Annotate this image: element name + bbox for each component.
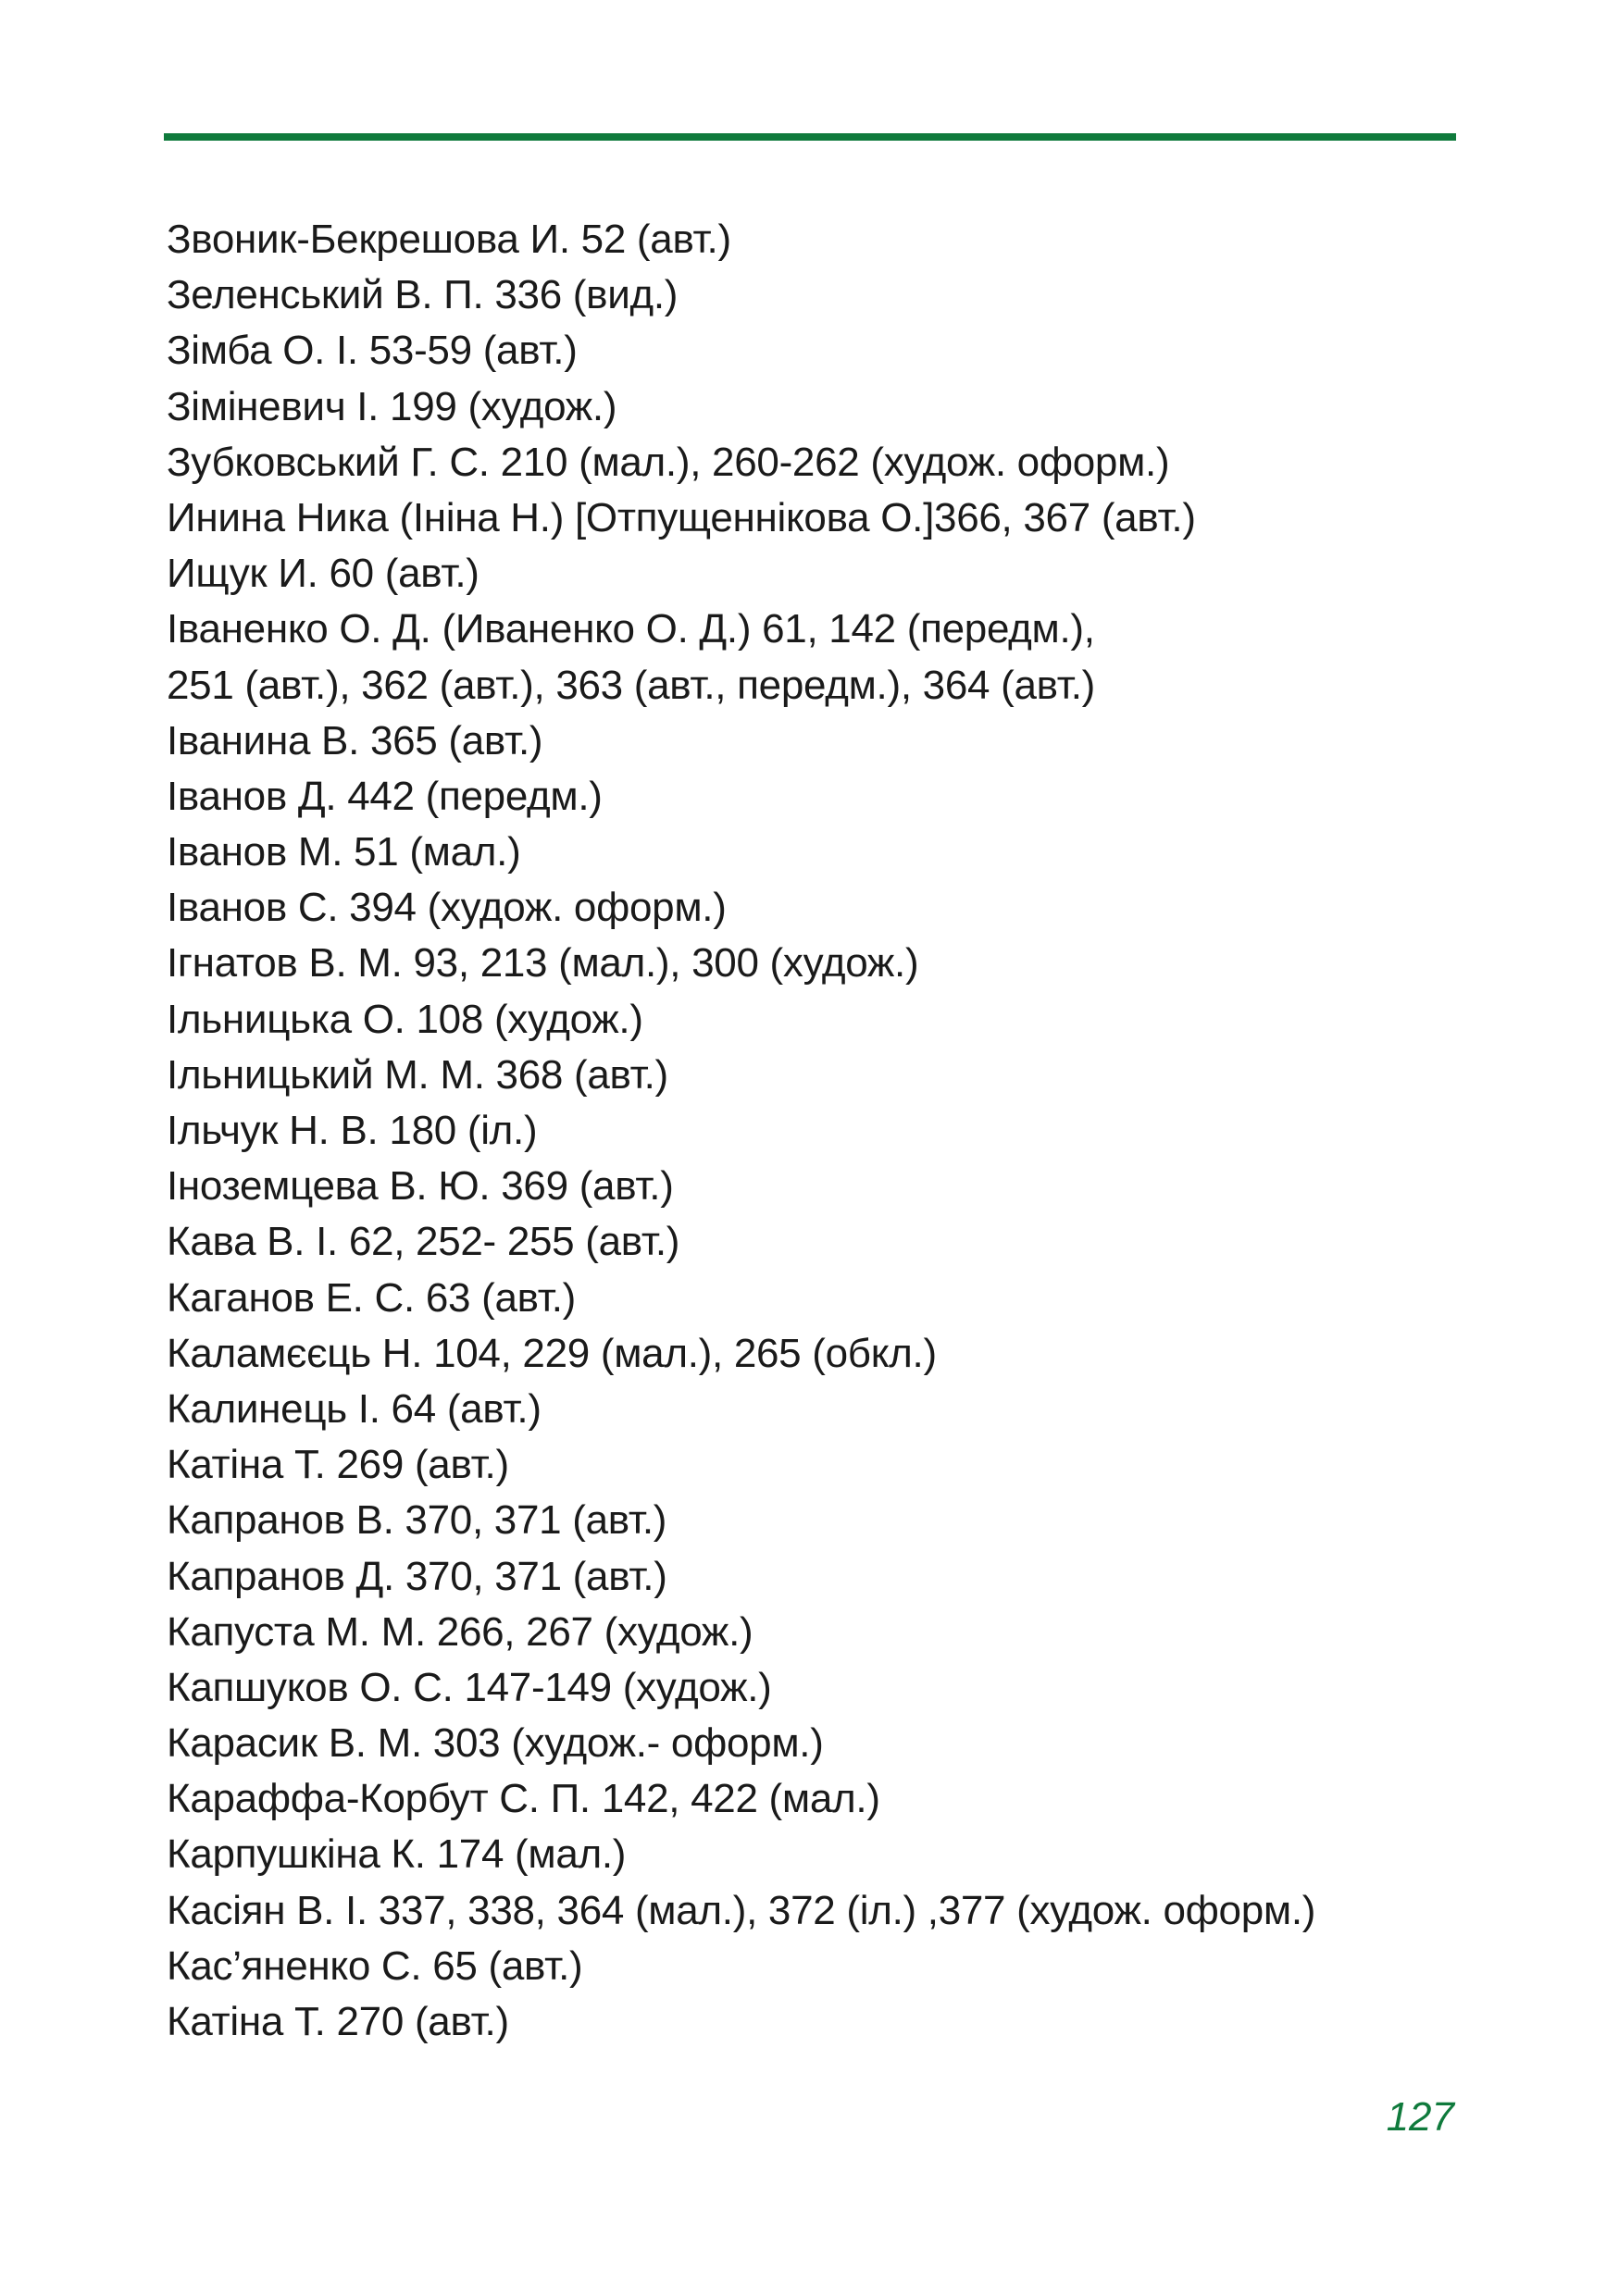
index-entry: Карпушкіна К. 174 (мал.) xyxy=(167,1831,627,1878)
index-entry: Ільчук Н. В. 180 (іл.) xyxy=(167,1108,538,1153)
index-entry: Караффа-Корбут С. П. 142, 422 (мал.) xyxy=(167,1776,880,1822)
index-entry: Ищук И. 60 (авт.) xyxy=(167,551,479,597)
index-entry: Кас’яненко С. 65 (авт.) xyxy=(167,1942,583,1989)
index-entry: Зімба О. І. 53-59 (авт.) xyxy=(167,328,578,374)
index-entry: Іванина В. 365 (авт.) xyxy=(167,717,543,763)
index-entry: Кава В. І. 62, 252- 255 (авт.) xyxy=(167,1219,680,1265)
index-entry: Инина Ника (Ініна Н.) [Отпущеннікова О.]366, 367 (авт.) xyxy=(167,494,1196,540)
index-entry: Іваненко О. Д. (Иваненко О. Д.) 61, 142 (передм.), xyxy=(167,606,1095,652)
index-entry: Зубковський Г. С. 210 (мал.), 260-262 (худож. оформ.) xyxy=(167,439,1170,485)
page-number: 127 xyxy=(1386,2094,1454,2140)
index-entry: Капранов Д. 370, 371 (авт.) xyxy=(167,1553,667,1599)
index-entry: Ігнатов В. М. 93, 213 (мал.), 300 (худож.) xyxy=(167,940,919,987)
index-entry: Карасик В. М. 303 (худож.- оформ.) xyxy=(167,1720,824,1767)
index-entry: Капуста М. М. 266, 267 (худож.) xyxy=(167,1608,753,1655)
header-rule xyxy=(164,133,1456,141)
index-entry: Катіна Т. 270 (авт.) xyxy=(167,1999,509,2044)
index-entry: Звоник-Бекрешова И. 52 (авт.) xyxy=(167,217,731,262)
index-entry: Касіян В. І. 337, 338, 364 (мал.), 372 (іл.) ,377 (худож. оформ.) xyxy=(167,1887,1316,1933)
index-entry-continuation: 251 (авт.), 362 (авт.), 363 (авт., передм.), 364 (авт.) xyxy=(167,662,1095,708)
index-entry: Каламєєць Н. 104, 229 (мал.), 265 (обкл.) xyxy=(167,1330,937,1376)
index-entry: Капшуков О. С. 147-149 (худож.) xyxy=(167,1664,772,1710)
index-entry: Іноземцева В. Ю. 369 (авт.) xyxy=(167,1163,674,1210)
index-entry: Іванов Д. 442 (передм.) xyxy=(167,773,603,819)
index-entry: Катіна Т. 269 (авт.) xyxy=(167,1442,509,1488)
name-index-list xyxy=(167,212,1463,2050)
index-entry: Ільницький М. М. 368 (авт.) xyxy=(167,1051,668,1098)
index-entry: Ільницька О. 108 (худож.) xyxy=(167,996,643,1042)
index-entry: Іванов М. 51 (мал.) xyxy=(167,829,521,875)
index-entry: Зеленський В. П. 336 (вид.) xyxy=(167,272,679,318)
index-entry: Іванов С. 394 (худож. оформ.) xyxy=(167,885,727,931)
index-entry: Каганов Е. С. 63 (авт.) xyxy=(167,1274,576,1321)
index-entry: Капранов В. 370, 371 (авт.) xyxy=(167,1497,667,1544)
index-entry: Зіміневич І. 199 (худож.) xyxy=(167,383,617,429)
index-entry: Калинець І. 64 (авт.) xyxy=(167,1385,542,1432)
